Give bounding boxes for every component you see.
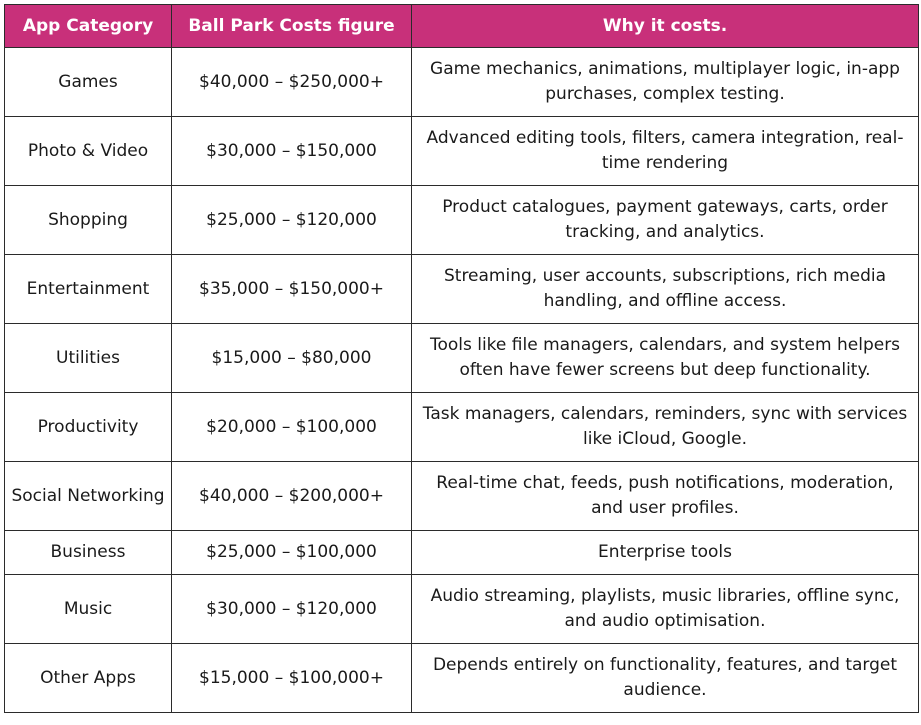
reason-cell: Task managers, calendars, reminders, sync with services like iCloud, Google. (412, 393, 919, 462)
table-row (5, 531, 919, 575)
category-cell: Shopping (5, 186, 172, 255)
reason-cell: Tools like file managers, calendars, and system helpers often have fewer screens but deep functionality. (412, 324, 919, 393)
category-cell: Utilities (5, 324, 172, 393)
app-cost-table (4, 4, 919, 713)
category-cell: Productivity (5, 393, 172, 462)
cost-cell: $40,000 – $250,000+ (172, 48, 412, 117)
category-cell: Entertainment (5, 255, 172, 324)
table-row (5, 575, 919, 644)
cost-cell: $15,000 – $80,000 (172, 324, 412, 393)
table-row (5, 255, 919, 324)
reason-cell: Advanced editing tools, filters, camera integration, real-time rendering (412, 117, 919, 186)
header-app-category: App Category (5, 5, 172, 48)
cost-cell: $30,000 – $120,000 (172, 575, 412, 644)
reason-cell: Enterprise tools (412, 531, 919, 575)
cost-cell: $25,000 – $120,000 (172, 186, 412, 255)
cost-cell: $20,000 – $100,000 (172, 393, 412, 462)
header-row (5, 5, 919, 48)
header-ball-park-costs: Ball Park Costs figure (172, 5, 412, 48)
table-row (5, 393, 919, 462)
table-row (5, 117, 919, 186)
category-cell: Music (5, 575, 172, 644)
cost-cell: $35,000 – $150,000+ (172, 255, 412, 324)
table-row (5, 462, 919, 531)
reason-cell: Streaming, user accounts, subscriptions, rich media handling, and offline access. (412, 255, 919, 324)
table-row (5, 48, 919, 117)
table-row (5, 324, 919, 393)
category-cell: Business (5, 531, 172, 575)
reason-cell: Depends entirely on functionality, features, and target audience. (412, 644, 919, 713)
cost-cell: $40,000 – $200,000+ (172, 462, 412, 531)
cost-cell: $15,000 – $100,000+ (172, 644, 412, 713)
category-cell: Other Apps (5, 644, 172, 713)
table-row (5, 186, 919, 255)
table-row (5, 644, 919, 713)
category-cell: Games (5, 48, 172, 117)
reason-cell: Audio streaming, playlists, music libraries, offline sync, and audio optimisation. (412, 575, 919, 644)
category-cell: Photo & Video (5, 117, 172, 186)
category-cell: Social Networking (5, 462, 172, 531)
reason-cell: Game mechanics, animations, multiplayer logic, in-app purchases, complex testing. (412, 48, 919, 117)
cost-cell: $30,000 – $150,000 (172, 117, 412, 186)
reason-cell: Real-time chat, feeds, push notifications, moderation, and user profiles. (412, 462, 919, 531)
cost-cell: $25,000 – $100,000 (172, 531, 412, 575)
reason-cell: Product catalogues, payment gateways, carts, order tracking, and analytics. (412, 186, 919, 255)
header-why-it-costs: Why it costs. (412, 5, 919, 48)
